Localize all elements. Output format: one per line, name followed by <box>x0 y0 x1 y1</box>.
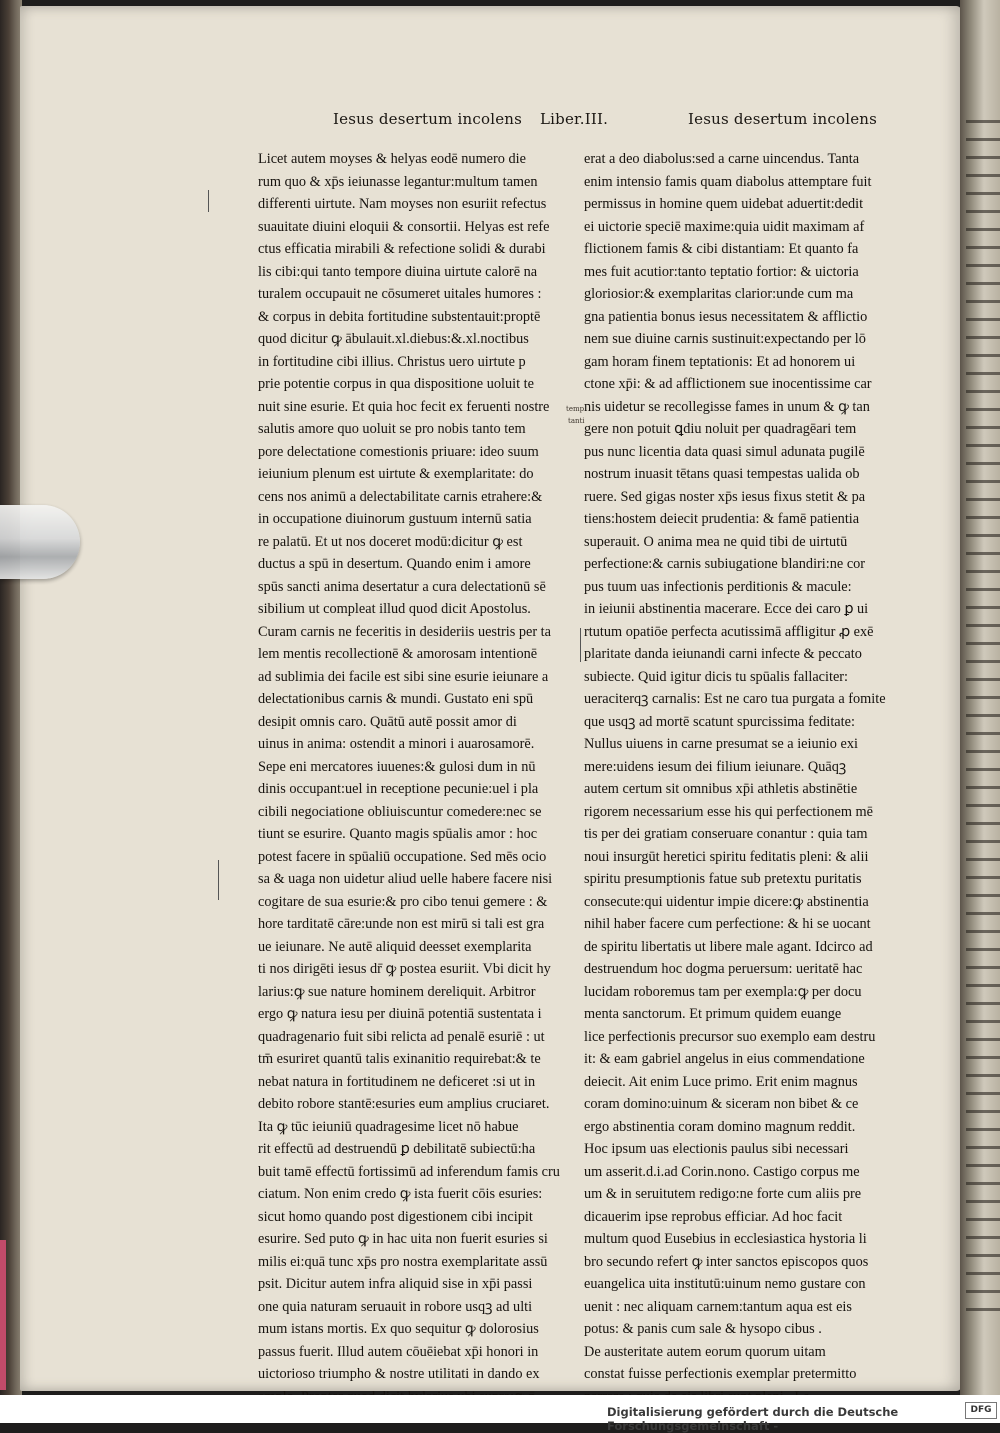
dfg-logo: DFG <box>965 1402 997 1419</box>
running-header-right: Iesus desertum incolens <box>688 110 878 128</box>
page-holder-clip <box>0 505 80 579</box>
binding-color-strip <box>0 1240 6 1390</box>
margin-mark-1 <box>208 190 209 212</box>
facing-page-text-lines <box>966 120 1000 1320</box>
margin-mark-2 <box>580 628 581 662</box>
margin-mark-3 <box>218 860 219 900</box>
footer-funding-text: Digitalisierung gefördert durch die Deutsche Forschungsgemeinschaft - <box>607 1405 899 1433</box>
marginal-note-1: temp <box>566 405 585 413</box>
running-header-left: Iesus desertum incolens <box>333 110 523 128</box>
text-column-right: erat a deo diabolus:sed a carne uincendus. Tanta enim intensio famis quam diabolus attemptare fuit permissus in homine quem uidebat aduertit:dedit ei uictorie speciē maxime:quia uidit maximam af flictionem famis & cibi distantiam: Et quanto fa mes fuit acutior:tanto teptatio fortior: & uictoria gloriosior:& exemplaritas clarior:unde cum ma gna patientia bonus iesus necessitatem & afflictio nem sue diuine carnis sustinuit:expectando per lō gam horam finem teptationis: Et ad honorem ui ctone xp̄i: & ad afflictionem sue inocentissime car nis uidetur se recollegisse fames in unum & ꝙ tan gere non potuit ꝗdiu noluit per quadragēari tem pus nunc licentia data quasi simul adunata pugilē nostrum inuasit tētans quasi tempestas ualida ob ruere. Sed gigas noster xp̄s iesus fixus stetit & pa tiens:hostem deiecit prudentia: & famē patientia superauit. O anima mea ne quid tibi de uirtutū perfectione:& carnis subiugatione blandiri:ne cor pus tuum uas infectionis perditionis & macule: in ieiunii abstinentia macerare. Ecce dei caro ꝑ ui rtutum opatiōe perfecta acutissimā affligitur ꝓ exē plaritate danda ieiunandi carni infecte & peccato subiecte. Quid igitur dicis tu spūalis fallaciter: ueraciterqꝫ carnalis: Est ne caro tua purgata a fomite que usqꝫ ad mortē scatunt spurcissima feditate: Nullus uiuens in carne presumat se a ieiunio exi mere:uidens iesum dei filium ieiunare. Quāqꝫ autem certum sit omnibus xp̄i athletis abstinētie rigorem necessarium esse his qui perfectionem mē tis per dei gratiam conseruare conantur : quia tam noui insurgūt heretici spiritu feditatis pleni: & alii spiritu presumptionis fatue sub pretextu puritatis consecute:qui uidentur impie dicere:ꝙ abstinentia nihil haber facere cum perfectione: & hi se uocant de spiritu libertatis ut libere male agant. Idcirco ad destruendum hoc dogma peruersum: ueritatē hac lucidam roboremus tam per exempla:ꝙ per docu menta sanctorum. Et primum quidem euange lice perfectionis precursor suo exemplo eam destru it: & eam gabriel angelus in eius commendatione deiecit. Ait enim Luce primo. Erit enim magnus coram domino:uinum & siceram non bibet & ce ergo abstinentia coram domino magnum reddit. Hoc ipsum uas electionis paulus sibi necessari um asserit.d.i.ad Corin.nono. Castigo corpus me um & in seruitutem redigo:ne forte cum aliis pre dicauerim ipse reprobus efficiar. Ad hoc facit multum quod Eusebius in ecclesiastica hystoria li bro secundo refert ꝙ inter sanctos episcopos quos euangelica uita institutū:uinum nemo gustare con uenit : nec aliquam carnem:tantum aqua est eis potus: & panis cum sale & hysopo cibus . De austeritate autem eorum quorum uitam constat fuisse perfectionis exemplar pretermitto <box>584 151 886 1382</box>
text-column-left: Licet autem moyses & helyas eodē numero die rum quo & xp̄s ieiunasse legantur:multum tamen differenti uirtute. Nam moyses non esuriit refectus suauitate diuini eloquii & consortii. Helyas est refe ctus efficatia mirabili & refectione solidi & durabi lis cibi:qui tanto tempore diuina uirtute calorē na turalem occupauit ne cōsumeret uitales humores : & corpus in debita fortitudine substentauit:proptē quod dicitur ꝙ ābulauit.xl.diebus:&.xl.noctibus in fortitudine cibi illius. Christus uero uirtute p prie potentie corpus in qua dispositione uoluit te nuit sine esurie. Et quia hoc fecit ex feruenti nostre salutis amore quo uoluit se pro nobis tanto tem pore delectatione comestionis priuare: ideo suum ieiunium plenum est uirtute & exemplaritate: do cens nos animū a delectabilitate carnis etrahere:& in occupatione diuinorum gustuum internū satia re palatū. Et ut nos doceret modū:dicitur ꝙ est ductus a spū in desertum. Quando enim i amore spūs sancti anima desertatur a cura delectationū sē sibilium ut compleat illud quod dicit Apostolus. Curam carnis ne feceritis in desideriis uestris per ta lem mentis recollectionē & amorosam intentionē ad sublimia dei facile est sibi sine esurie ieiunare a delectationibus carnis & mundi. Gustato eni spū desipit omnis caro. Quātū autē possit amor di uinus in anima: ostendit a minori i auarosamorē. Sepe eni mercatores iuuenes:& gulosi dum in nū dinis occupant:uel in receptione pecunie:uel i pla cibili negociatione obliuiscuntur comedere:nec se tiunt se esurire. Quanto magis spūalis amor : hoc potest facere in spūaliū occupatione. Sed mēs ocio sa & uaga non uidetur aliud uelle habere facere nisi cogitare de sua esurie:& pro cibo tenui gemere : & hore tarditatē cāre:unde non est mirū si tali est gra ue ieiunare. Ne autē aliquid deesset exemplarita ti nos dirigēti iesus dr̄ ꝙ postea esuriit. Vbi dicit hy larius:ꝙ sue nature hominem dereliquit. Arbitror ergo ꝙ natura iesu per diuinā potentiā sustentata i quadragenario fuit sibi relicta ad penalē esuriē : ut tm̄ esuriret quantū talis exinanitio requirebat:& te nebat natura in fortitudinem ne deficeret :si ut in debito robore stantē:esuries eum amplius cruciaret. Ita ꝙ tūc ieiuniū quadragesime licet nō habue rit effectū ad destruendū ꝑ debilitatē subiectū:ha buit tamē effectū fortissimū ad inferendum famis cru ciatum. Non enim credo ꝙ ista fuerit cōis esuries: sicut homo quando post digestionem cibi incipit esurire. Sed puto ꝙ in hac uita non fuerit esuries si milis ei:quā tunc xp̄s pro nostra exemplaritate assū psit. Dicitur autem infra aliquid sise in xp̄i passi one quia naturam seruauit in robore usqꝫ ad ulti mum istans mortis. Ex quo sequitur ꝙ dolorosius passus fuerit. Illud autem cōuēiebat xp̄i honori in uictorioso triumpho & nostre utilitati in dando ex <box>258 151 560 1382</box>
running-header-book-number: Liber.III. <box>540 110 609 128</box>
facing-page-edge <box>960 0 1000 1395</box>
marginal-note-2: tanti <box>568 417 585 425</box>
book-left-edge <box>0 0 22 1395</box>
